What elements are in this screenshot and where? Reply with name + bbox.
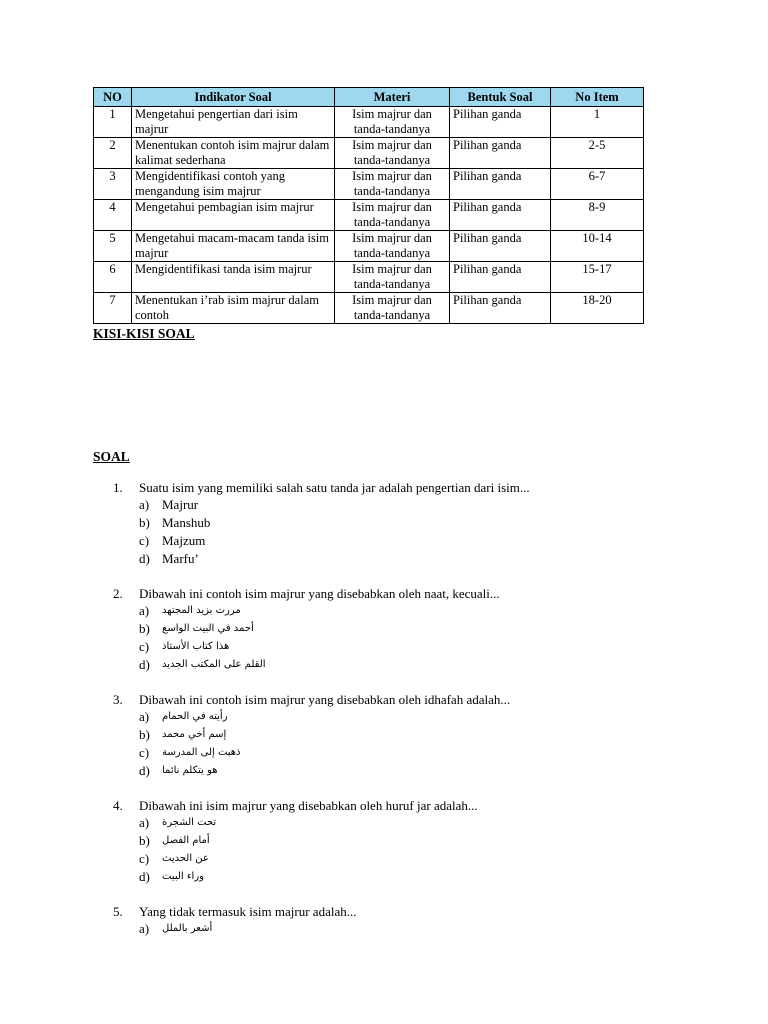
cell-bentuk: Pilihan ganda xyxy=(450,107,551,138)
question-stem xyxy=(113,585,500,602)
option-text: ذهبت إلى المدرسة xyxy=(162,747,241,758)
answer-option xyxy=(113,762,510,780)
option-letter: a) xyxy=(139,815,150,830)
question-number: 1. xyxy=(113,480,123,495)
option-text: أمام الفصل xyxy=(162,835,210,846)
cell-no-item: 15-17 xyxy=(551,262,644,293)
option-text: إسم أخي محمد xyxy=(162,729,227,740)
cell-indikator: Menentukan i’rab isim majrur dalam contoh xyxy=(132,293,335,324)
option-text: وراء البيت xyxy=(162,871,204,882)
answer-option xyxy=(113,656,500,674)
cell-materi: Isim majrur dan tanda-tandanya xyxy=(335,169,450,200)
question-text: Yang tidak termasuk isim majrur adalah... xyxy=(139,904,357,919)
answer-option xyxy=(113,496,530,514)
cell-bentuk: Pilihan ganda xyxy=(450,138,551,169)
header-materi: Materi xyxy=(335,88,450,107)
header-no-item: No Item xyxy=(551,88,644,107)
option-letter: a) xyxy=(139,603,150,618)
cell-no: 3 xyxy=(94,169,132,200)
option-letter: b) xyxy=(139,515,150,530)
cell-indikator: Mengidentifikasi tanda isim majrur xyxy=(132,262,335,293)
option-letter: c) xyxy=(139,533,150,548)
question-text: Dibawah ini isim majrur yang disebabkan oleh huruf jar adalah... xyxy=(139,798,478,813)
answer-option xyxy=(113,638,500,656)
question-number: 4. xyxy=(113,798,123,813)
question-stem xyxy=(113,903,356,920)
option-text: رأيته في الحمام xyxy=(162,711,228,722)
option-letter: d) xyxy=(139,657,150,672)
question-item xyxy=(113,585,500,674)
option-letter: c) xyxy=(139,851,150,866)
cell-bentuk: Pilihan ganda xyxy=(450,231,551,262)
cell-indikator: Menentukan contoh isim majrur dalam kalimat sederhana xyxy=(132,138,335,169)
option-letter: d) xyxy=(139,869,150,884)
question-item xyxy=(113,797,478,886)
cell-bentuk: Pilihan ganda xyxy=(450,262,551,293)
cell-no: 4 xyxy=(94,200,132,231)
answer-option xyxy=(113,920,356,938)
option-text: Majzum xyxy=(162,533,206,548)
answer-option xyxy=(113,814,478,832)
table-row xyxy=(94,231,644,262)
cell-indikator: Mengidentifikasi contoh yang mengandung isim majrur xyxy=(132,169,335,200)
cell-no-item: 1 xyxy=(551,107,644,138)
question-number: 3. xyxy=(113,692,123,707)
cell-materi: Isim majrur dan tanda-tandanya xyxy=(335,138,450,169)
table-header-row xyxy=(94,88,644,107)
option-text: القلم على المكتب الجديد xyxy=(162,659,266,670)
cell-materi: Isim majrur dan tanda-tandanya xyxy=(335,293,450,324)
cell-materi: Isim majrur dan tanda-tandanya xyxy=(335,262,450,293)
option-text: مررت بزيد المجتهد xyxy=(162,605,241,616)
cell-indikator: Mengetahui pembagian isim majrur xyxy=(132,200,335,231)
answer-option xyxy=(113,514,530,532)
option-letter: a) xyxy=(139,921,150,936)
table-row xyxy=(94,293,644,324)
table-row xyxy=(94,138,644,169)
answer-option xyxy=(113,620,500,638)
answer-option xyxy=(113,850,478,868)
table-row xyxy=(94,262,644,293)
option-letter: c) xyxy=(139,745,150,760)
question-stem xyxy=(113,691,510,708)
question-stem xyxy=(113,479,530,496)
option-text: Manshub xyxy=(162,515,211,530)
cell-no-item: 6-7 xyxy=(551,169,644,200)
option-letter: c) xyxy=(139,639,150,654)
table-row xyxy=(94,169,644,200)
question-item xyxy=(113,903,356,938)
question-text: Dibawah ini contoh isim majrur yang disebabkan oleh idhafah adalah... xyxy=(139,692,511,707)
answer-option xyxy=(113,708,510,726)
soal-heading: SOAL xyxy=(93,449,130,464)
option-letter: a) xyxy=(139,497,150,512)
cell-materi: Isim majrur dan tanda-tandanya xyxy=(335,107,450,138)
option-text: Marfu’ xyxy=(162,551,199,566)
cell-no: 5 xyxy=(94,231,132,262)
question-stem xyxy=(113,797,478,814)
answer-option xyxy=(113,868,478,886)
option-letter: d) xyxy=(139,763,150,778)
option-text: Majrur xyxy=(162,497,199,512)
cell-no-item: 18-20 xyxy=(551,293,644,324)
cell-materi: Isim majrur dan tanda-tandanya xyxy=(335,200,450,231)
cell-no: 7 xyxy=(94,293,132,324)
option-text: أشعر بالملل xyxy=(162,923,213,934)
cell-no: 1 xyxy=(94,107,132,138)
answer-option xyxy=(113,744,510,762)
option-text: هذا كتاب الأستاذ xyxy=(162,641,230,652)
answer-option xyxy=(113,602,500,620)
option-letter: a) xyxy=(139,709,150,724)
answer-option xyxy=(113,550,530,568)
question-text: Suatu isim yang memiliki salah satu tanda jar adalah pengertian dari isim... xyxy=(139,480,530,495)
cell-indikator: Mengetahui macam-macam tanda isim majrur xyxy=(132,231,335,262)
question-text: Dibawah ini contoh isim majrur yang disebabkan oleh naat, kecuali... xyxy=(139,586,500,601)
cell-bentuk: Pilihan ganda xyxy=(450,200,551,231)
question-number: 2. xyxy=(113,586,123,601)
answer-option xyxy=(113,832,478,850)
cell-materi: Isim majrur dan tanda-tandanya xyxy=(335,231,450,262)
cell-no-item: 10-14 xyxy=(551,231,644,262)
option-text: أحمد في البيت الواسع xyxy=(162,623,254,634)
option-letter: d) xyxy=(139,551,150,566)
header-indikator: Indikator Soal xyxy=(132,88,335,107)
cell-no: 2 xyxy=(94,138,132,169)
table-row xyxy=(94,107,644,138)
cell-indikator: Mengetahui pengertian dari isim majrur xyxy=(132,107,335,138)
cell-bentuk: Pilihan ganda xyxy=(450,169,551,200)
cell-no: 6 xyxy=(94,262,132,293)
header-no: NO xyxy=(94,88,132,107)
question-item xyxy=(113,479,530,568)
question-number: 5. xyxy=(113,904,123,919)
header-bentuk: Bentuk Soal xyxy=(450,88,551,107)
table-row xyxy=(94,200,644,231)
kisi-kisi-heading: KISI-KISI SOAL xyxy=(93,326,195,341)
question-item xyxy=(113,691,510,780)
answer-option xyxy=(113,726,510,744)
option-letter: b) xyxy=(139,621,150,636)
option-text: هو يتكلم نائما xyxy=(162,765,218,776)
kisi-kisi-table xyxy=(93,87,644,324)
option-text: عن الحديث xyxy=(162,853,209,864)
cell-no-item: 8-9 xyxy=(551,200,644,231)
option-letter: b) xyxy=(139,833,150,848)
answer-option xyxy=(113,532,530,550)
option-letter: b) xyxy=(139,727,150,742)
option-text: تحت الشجرة xyxy=(162,817,217,828)
cell-bentuk: Pilihan ganda xyxy=(450,293,551,324)
cell-no-item: 2-5 xyxy=(551,138,644,169)
